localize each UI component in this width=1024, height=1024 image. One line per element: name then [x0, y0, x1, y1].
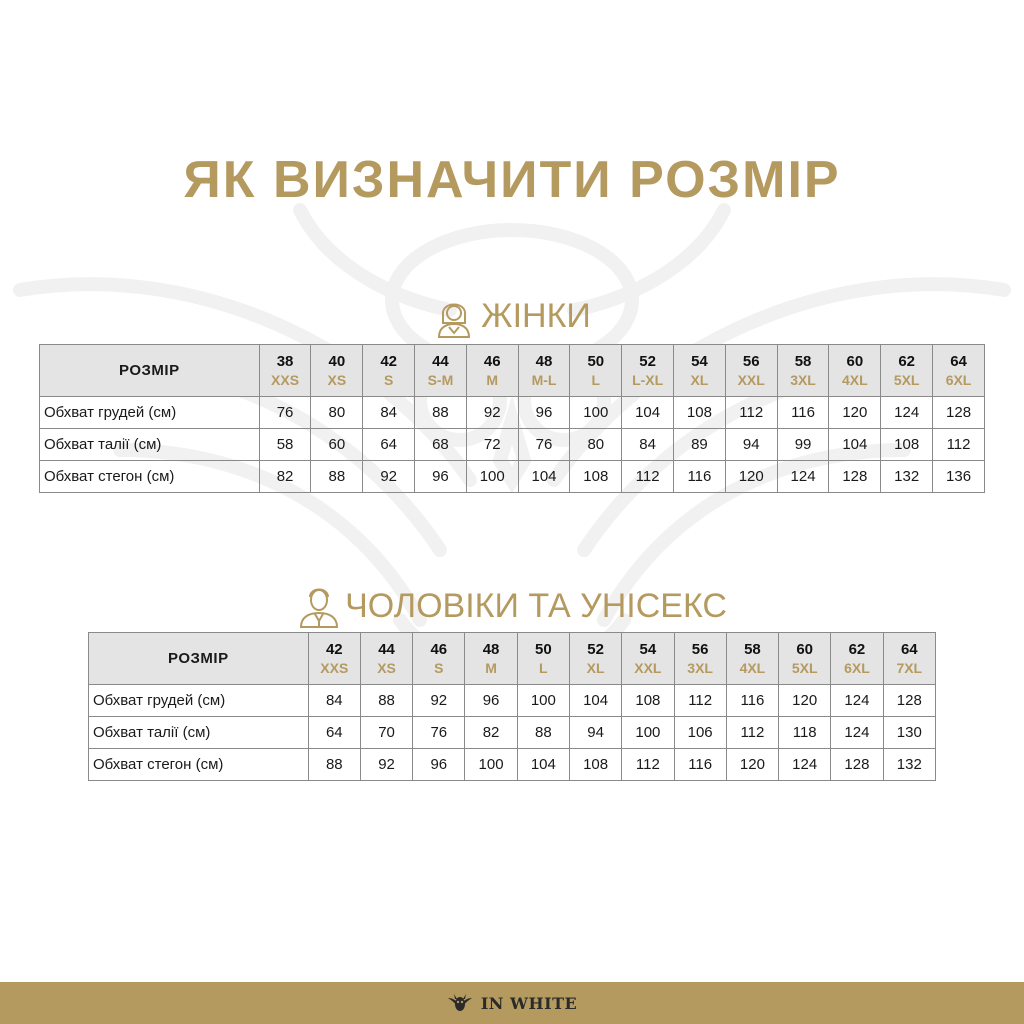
size-letter: 3XL	[687, 659, 713, 676]
measurement-value: 120	[779, 685, 831, 717]
size-number: 64	[950, 352, 967, 370]
measurement-value: 112	[622, 461, 674, 493]
measurement-value: 112	[933, 429, 985, 461]
measurement-value: 120	[726, 749, 778, 781]
size-letter: M	[486, 371, 499, 388]
size-column-header	[518, 345, 570, 397]
measurement-label: Обхват талії (см)	[40, 429, 260, 461]
measurement-value: 124	[831, 685, 883, 717]
size-number: 50	[534, 640, 552, 658]
measurement-value: 120	[725, 461, 777, 493]
size-number: 52	[587, 640, 604, 658]
size-letter: 5XL	[791, 659, 818, 676]
size-number: 46	[430, 640, 448, 658]
measurement-value: 104	[517, 749, 569, 781]
size-column-header	[881, 345, 933, 397]
size-letter: XXL	[737, 371, 765, 388]
measurement-value: 96	[415, 461, 467, 493]
measurement-value: 88	[311, 461, 363, 493]
table-row	[40, 461, 985, 493]
size-column-header	[569, 633, 621, 685]
size-letter: XL	[690, 371, 709, 388]
size-number: 40	[328, 352, 346, 370]
size-column-header	[674, 633, 726, 685]
size-number: 42	[325, 640, 343, 658]
size-number: 62	[848, 640, 866, 658]
size-column-header	[465, 633, 517, 685]
size-number: 56	[691, 640, 709, 658]
measurement-value: 96	[465, 685, 517, 717]
measurement-value: 100	[465, 749, 517, 781]
measurement-value: 88	[415, 397, 467, 429]
men-size-table	[88, 632, 936, 781]
table-row	[40, 397, 985, 429]
measurement-value: 72	[466, 429, 518, 461]
men-header-row	[89, 633, 936, 685]
measurement-value: 92	[466, 397, 518, 429]
size-column-header	[466, 345, 518, 397]
size-column-header	[360, 633, 412, 685]
measurement-label: Обхват талії (см)	[89, 717, 309, 749]
size-number: 58	[794, 352, 812, 370]
size-letter: 5XL	[893, 371, 920, 388]
size-number: 38	[276, 352, 294, 370]
size-letter: M-L	[531, 371, 557, 388]
size-letter: L-XL	[632, 371, 664, 388]
measurement-value: 80	[570, 429, 622, 461]
measurement-value: 108	[570, 461, 622, 493]
measurement-value: 116	[777, 397, 829, 429]
size-letter: XXS	[271, 371, 300, 388]
measurement-value: 76	[259, 397, 311, 429]
measurement-value: 100	[466, 461, 518, 493]
size-column-header	[311, 345, 363, 397]
size-letter: XS	[327, 371, 347, 388]
measurement-value: 70	[360, 717, 412, 749]
measurement-value: 80	[311, 397, 363, 429]
measurement-value: 108	[569, 749, 621, 781]
measurement-value: 88	[308, 749, 360, 781]
measurement-value: 116	[726, 685, 778, 717]
men-heading-text: ЧОЛОВІКИ ТА УНІСЕКС	[345, 586, 727, 625]
women-size-table	[39, 344, 985, 493]
measurement-value: 104	[569, 685, 621, 717]
size-column-header	[726, 633, 778, 685]
size-number: 58	[744, 640, 761, 658]
measurement-value: 112	[674, 685, 726, 717]
size-column-header	[622, 633, 674, 685]
size-column-header	[779, 633, 831, 685]
women-header-row	[40, 345, 985, 397]
measurement-value: 84	[363, 397, 415, 429]
measurement-value: 92	[413, 685, 465, 717]
size-letter: S	[434, 659, 444, 676]
size-letter: 4XL	[842, 371, 868, 388]
size-number: 54	[639, 640, 657, 658]
measurement-value: 128	[831, 749, 883, 781]
size-column-header	[777, 345, 829, 397]
size-column-header	[415, 345, 467, 397]
measurement-value: 106	[674, 717, 726, 749]
measurement-value: 96	[413, 749, 465, 781]
measurement-value: 92	[363, 461, 415, 493]
measurement-value: 82	[259, 461, 311, 493]
size-corner-label: РОЗМІР	[89, 633, 309, 685]
size-number: 46	[483, 352, 501, 370]
measurement-value: 112	[725, 397, 777, 429]
measurement-value: 112	[622, 749, 674, 781]
measurement-label: Обхват грудей (см)	[40, 397, 260, 429]
size-number: 48	[482, 640, 500, 658]
size-corner-label: РОЗМІР	[40, 345, 260, 397]
size-number: 64	[900, 640, 918, 658]
measurement-value: 104	[622, 397, 674, 429]
measurement-value: 124	[777, 461, 829, 493]
measurement-value: 104	[518, 461, 570, 493]
measurement-value: 128	[883, 685, 935, 717]
size-letter: S	[383, 371, 394, 388]
table-row	[89, 749, 936, 781]
size-number: 52	[639, 352, 656, 370]
size-letter: XXL	[634, 659, 662, 676]
size-letter: M	[485, 659, 497, 676]
measurement-value: 124	[831, 717, 883, 749]
size-column-header	[570, 345, 622, 397]
size-column-header	[829, 345, 881, 397]
measurement-value: 94	[725, 429, 777, 461]
measurement-value: 116	[674, 461, 726, 493]
size-number: 60	[846, 352, 864, 370]
measurement-value: 96	[518, 397, 570, 429]
measurement-value: 60	[311, 429, 363, 461]
size-letter: 7XL	[896, 659, 923, 676]
size-letter: S-M	[427, 371, 454, 388]
measurement-value: 99	[777, 429, 829, 461]
brand-name: IN WHITE	[480, 993, 578, 1013]
size-letter: XS	[377, 659, 396, 676]
measurement-value: 130	[883, 717, 935, 749]
measurement-value: 84	[308, 685, 360, 717]
measurement-value: 68	[415, 429, 467, 461]
size-letter: XXS	[320, 659, 349, 676]
size-column-header	[363, 345, 415, 397]
measurement-value: 108	[674, 397, 726, 429]
size-number: 50	[587, 352, 605, 370]
man-icon	[297, 583, 339, 629]
size-column-header	[308, 633, 360, 685]
measurement-value: 100	[517, 685, 569, 717]
size-letter: L	[591, 371, 601, 388]
measurement-value: 108	[881, 429, 933, 461]
size-letter: 3XL	[790, 371, 816, 388]
measurement-value: 64	[363, 429, 415, 461]
measurement-value: 128	[933, 397, 985, 429]
measurement-value: 132	[881, 461, 933, 493]
size-letter: 6XL	[844, 659, 870, 676]
size-number: 60	[796, 640, 814, 658]
size-column-header	[413, 633, 465, 685]
size-column-header	[259, 345, 311, 397]
size-number: 56	[742, 352, 760, 370]
size-number: 48	[535, 352, 553, 370]
size-number: 44	[378, 640, 395, 658]
woman-icon	[433, 293, 475, 339]
size-number: 54	[691, 352, 708, 370]
table-row	[89, 685, 936, 717]
measurement-value: 82	[465, 717, 517, 749]
measurement-value: 94	[569, 717, 621, 749]
size-column-header	[622, 345, 674, 397]
men-heading	[0, 582, 1024, 630]
measurement-value: 84	[622, 429, 674, 461]
measurement-label: Обхват грудей (см)	[89, 685, 309, 717]
table-row	[40, 429, 985, 461]
size-column-header	[725, 345, 777, 397]
size-number: 42	[380, 352, 397, 370]
size-letter: L	[539, 659, 548, 676]
measurement-value: 136	[933, 461, 985, 493]
measurement-value: 100	[570, 397, 622, 429]
measurement-label: Обхват стегон (см)	[89, 749, 309, 781]
measurement-value: 76	[413, 717, 465, 749]
women-heading-text: ЖІНКИ	[481, 296, 591, 335]
measurement-value: 108	[622, 685, 674, 717]
measurement-value: 118	[779, 717, 831, 749]
size-letter: XL	[586, 659, 605, 676]
measurement-value: 100	[622, 717, 674, 749]
size-column-header	[933, 345, 985, 397]
measurement-value: 112	[726, 717, 778, 749]
women-heading	[0, 292, 1024, 340]
measurement-label: Обхват стегон (см)	[40, 461, 260, 493]
measurement-value: 92	[360, 749, 412, 781]
measurement-value: 88	[517, 717, 569, 749]
measurement-value: 88	[360, 685, 412, 717]
measurement-value: 116	[674, 749, 726, 781]
table-row	[89, 717, 936, 749]
size-letter: 4XL	[739, 659, 766, 676]
measurement-value: 58	[259, 429, 311, 461]
owl-logo-icon	[447, 990, 473, 1016]
measurement-value: 89	[674, 429, 726, 461]
measurement-value: 128	[829, 461, 881, 493]
size-number: 62	[898, 352, 915, 370]
size-column-header	[831, 633, 883, 685]
size-column-header	[517, 633, 569, 685]
measurement-value: 76	[518, 429, 570, 461]
size-column-header	[674, 345, 726, 397]
measurement-value: 132	[883, 749, 935, 781]
size-column-header	[883, 633, 935, 685]
footer-bar	[0, 982, 1024, 1024]
measurement-value: 64	[308, 717, 360, 749]
measurement-value: 104	[829, 429, 881, 461]
page-title: ЯК ВИЗНАЧИТИ РОЗМІР	[183, 151, 841, 209]
size-letter: 6XL	[945, 371, 972, 388]
size-number: 44	[432, 352, 449, 370]
measurement-value: 120	[829, 397, 881, 429]
measurement-value: 124	[881, 397, 933, 429]
measurement-value: 124	[779, 749, 831, 781]
